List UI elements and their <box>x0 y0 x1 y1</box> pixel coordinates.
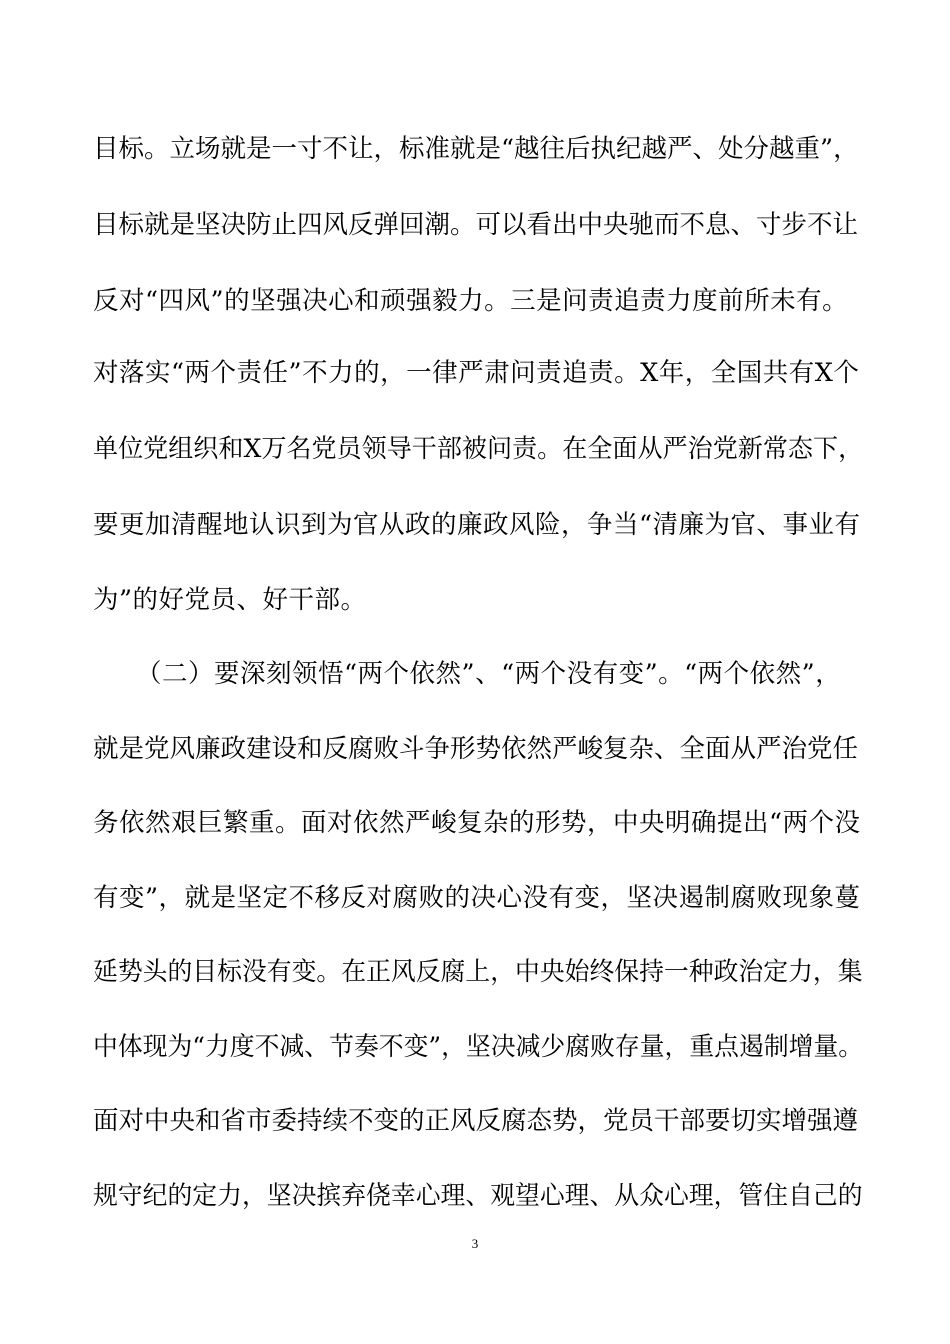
text-line: 中体现为“力度不减、节奏不变”，坚决减少腐败存量，重点遏制增量。 <box>93 1032 864 1062</box>
text-line: 面对中央和省市委持续不变的正风反腐态势，党员干部要切实增强遵 <box>93 1106 859 1136</box>
text-line: 单位党组织和X万名党员领导干部被问责。在全面从严治党新常态下， <box>93 434 864 464</box>
text-line: 要更加清醒地认识到为官从政的廉政风险，争当“清廉为官、事业有 <box>93 510 861 540</box>
text-line: 延势头的目标没有变。在正风反腐上，中央始终保持一种政治定力，集 <box>93 957 863 987</box>
text-line: 为”的好党员、好干部。 <box>93 585 367 615</box>
text-line: 有变”，就是坚定不移反对腐败的决心没有变，坚决遏制腐败现象蔓 <box>93 883 861 913</box>
text-line: 规守纪的定力，坚决摈弃侥幸心理、观望心理、从众心理，管住自己的 <box>93 1181 863 1211</box>
page-number: 3 <box>471 1236 479 1251</box>
text-line: 就是党风廉政建设和反腐败斗争形势依然严峻复杂、全面从严治党任 <box>93 734 859 764</box>
text-line: 务依然艰巨繁重。面对依然严峻复杂的形势，中央明确提出“两个没 <box>93 808 861 838</box>
paragraph-start-line: （二）要深刻领悟“两个依然”、“两个没有变”。“两个依然”， <box>136 659 842 689</box>
text-line: 目标就是坚决防止四风反弹回潮。可以看出中央驰而不息、寸步不让 <box>93 210 859 240</box>
text-line: 反对“四风”的坚强决心和顽强毅力。三是问责追责力度前所未有。 <box>93 286 849 316</box>
text-line: 目标。立场就是一寸不让，标准就是“越往后执纪越严、处分越重”， <box>93 134 859 164</box>
text-line: 对落实“两个责任”不力的，一律严肃问责追责。X年，全国共有X个 <box>93 358 860 388</box>
